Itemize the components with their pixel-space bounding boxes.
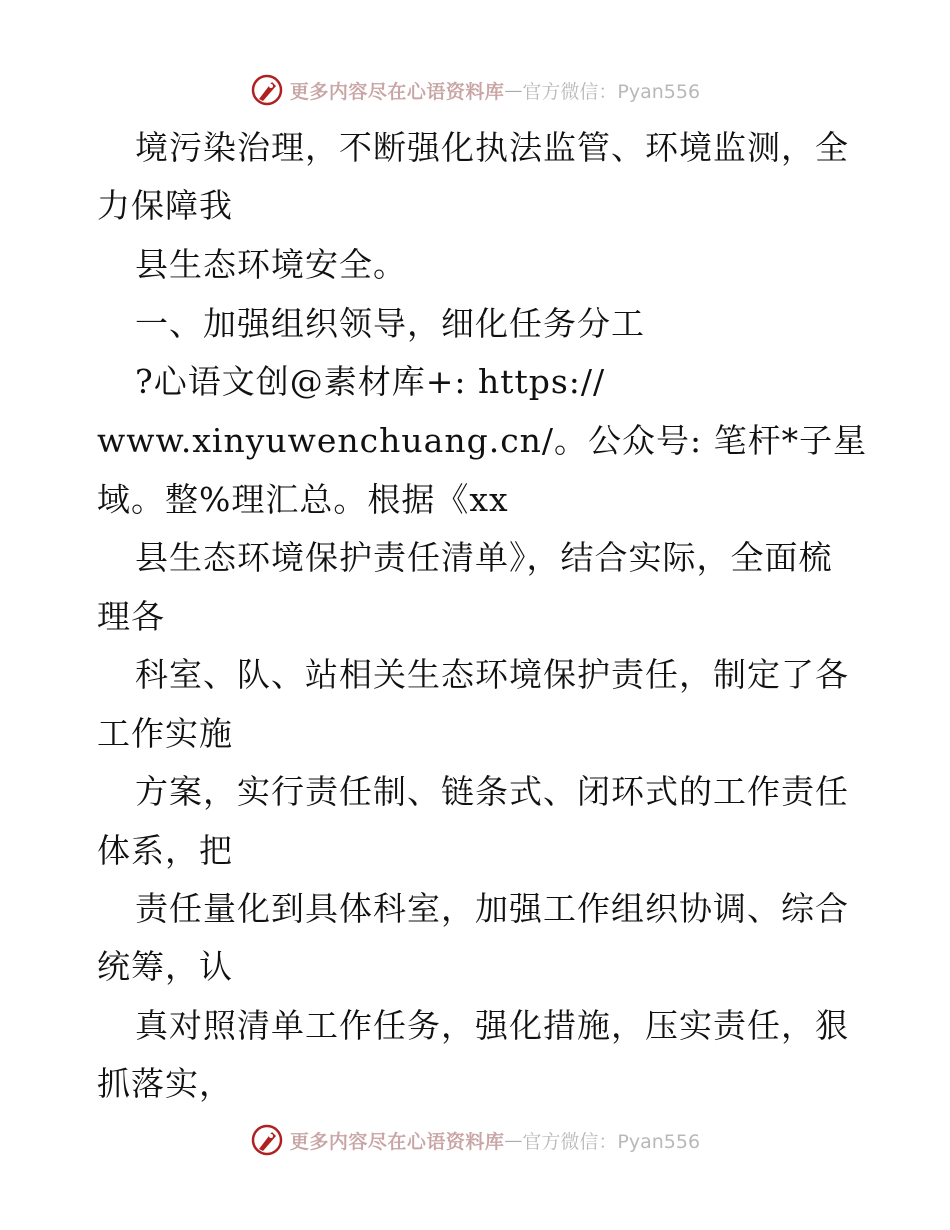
text-line: 域。整%理汇总。根据《xx [97, 480, 509, 519]
footer-separator: — [504, 1129, 523, 1151]
footer-banner [0, 1120, 950, 1160]
pen-nib-logo-icon [250, 1123, 284, 1157]
text-line: 统筹，认 [97, 947, 233, 986]
text-line: 责任量化到具体科室，加强工作组织协调、综合 [135, 889, 849, 928]
footer-wechat: 官方微信：Pyan556 [522, 1130, 701, 1153]
text-line: 县生态环境安全。 [135, 245, 407, 284]
pen-nib-logo-icon [250, 73, 284, 107]
text-line: 体系，把 [97, 831, 233, 870]
header-separator: — [504, 79, 523, 101]
text-line: 工作实施 [97, 714, 233, 753]
text-line: www.xinyuwenchuang.cn/。公众号: 笔杆*子星 [97, 421, 868, 460]
text-line: 力保障我 [97, 186, 233, 225]
header-wechat: 官方微信：Pyan556 [522, 80, 701, 103]
header-banner [0, 70, 950, 110]
header-slogan: 更多内容尽在心语资料库 [289, 80, 505, 103]
text-line: 抓落实， [97, 1064, 233, 1103]
section-heading: 一、加强组织领导，细化任务分工 [135, 304, 645, 343]
text-line: 县生态环境保护责任清单》，结合实际，全面梳 [135, 538, 833, 577]
text-line: 方案，实行责任制、链条式、闭环式的工作责任 [135, 772, 849, 811]
text-line: 境污染治理，不断强化执法监管、环境监测，全 [135, 128, 849, 167]
text-line: ?心语文创@素材库+: https:// [135, 362, 606, 401]
footer-slogan: 更多内容尽在心语资料库 [289, 1130, 505, 1153]
text-line: 科室、队、站相关生态环境保护责任，制定了各 [135, 655, 849, 694]
text-line: 真对照清单工作任务，强化措施，压实责任，狠 [135, 1006, 849, 1045]
text-line: 理各 [97, 597, 165, 636]
